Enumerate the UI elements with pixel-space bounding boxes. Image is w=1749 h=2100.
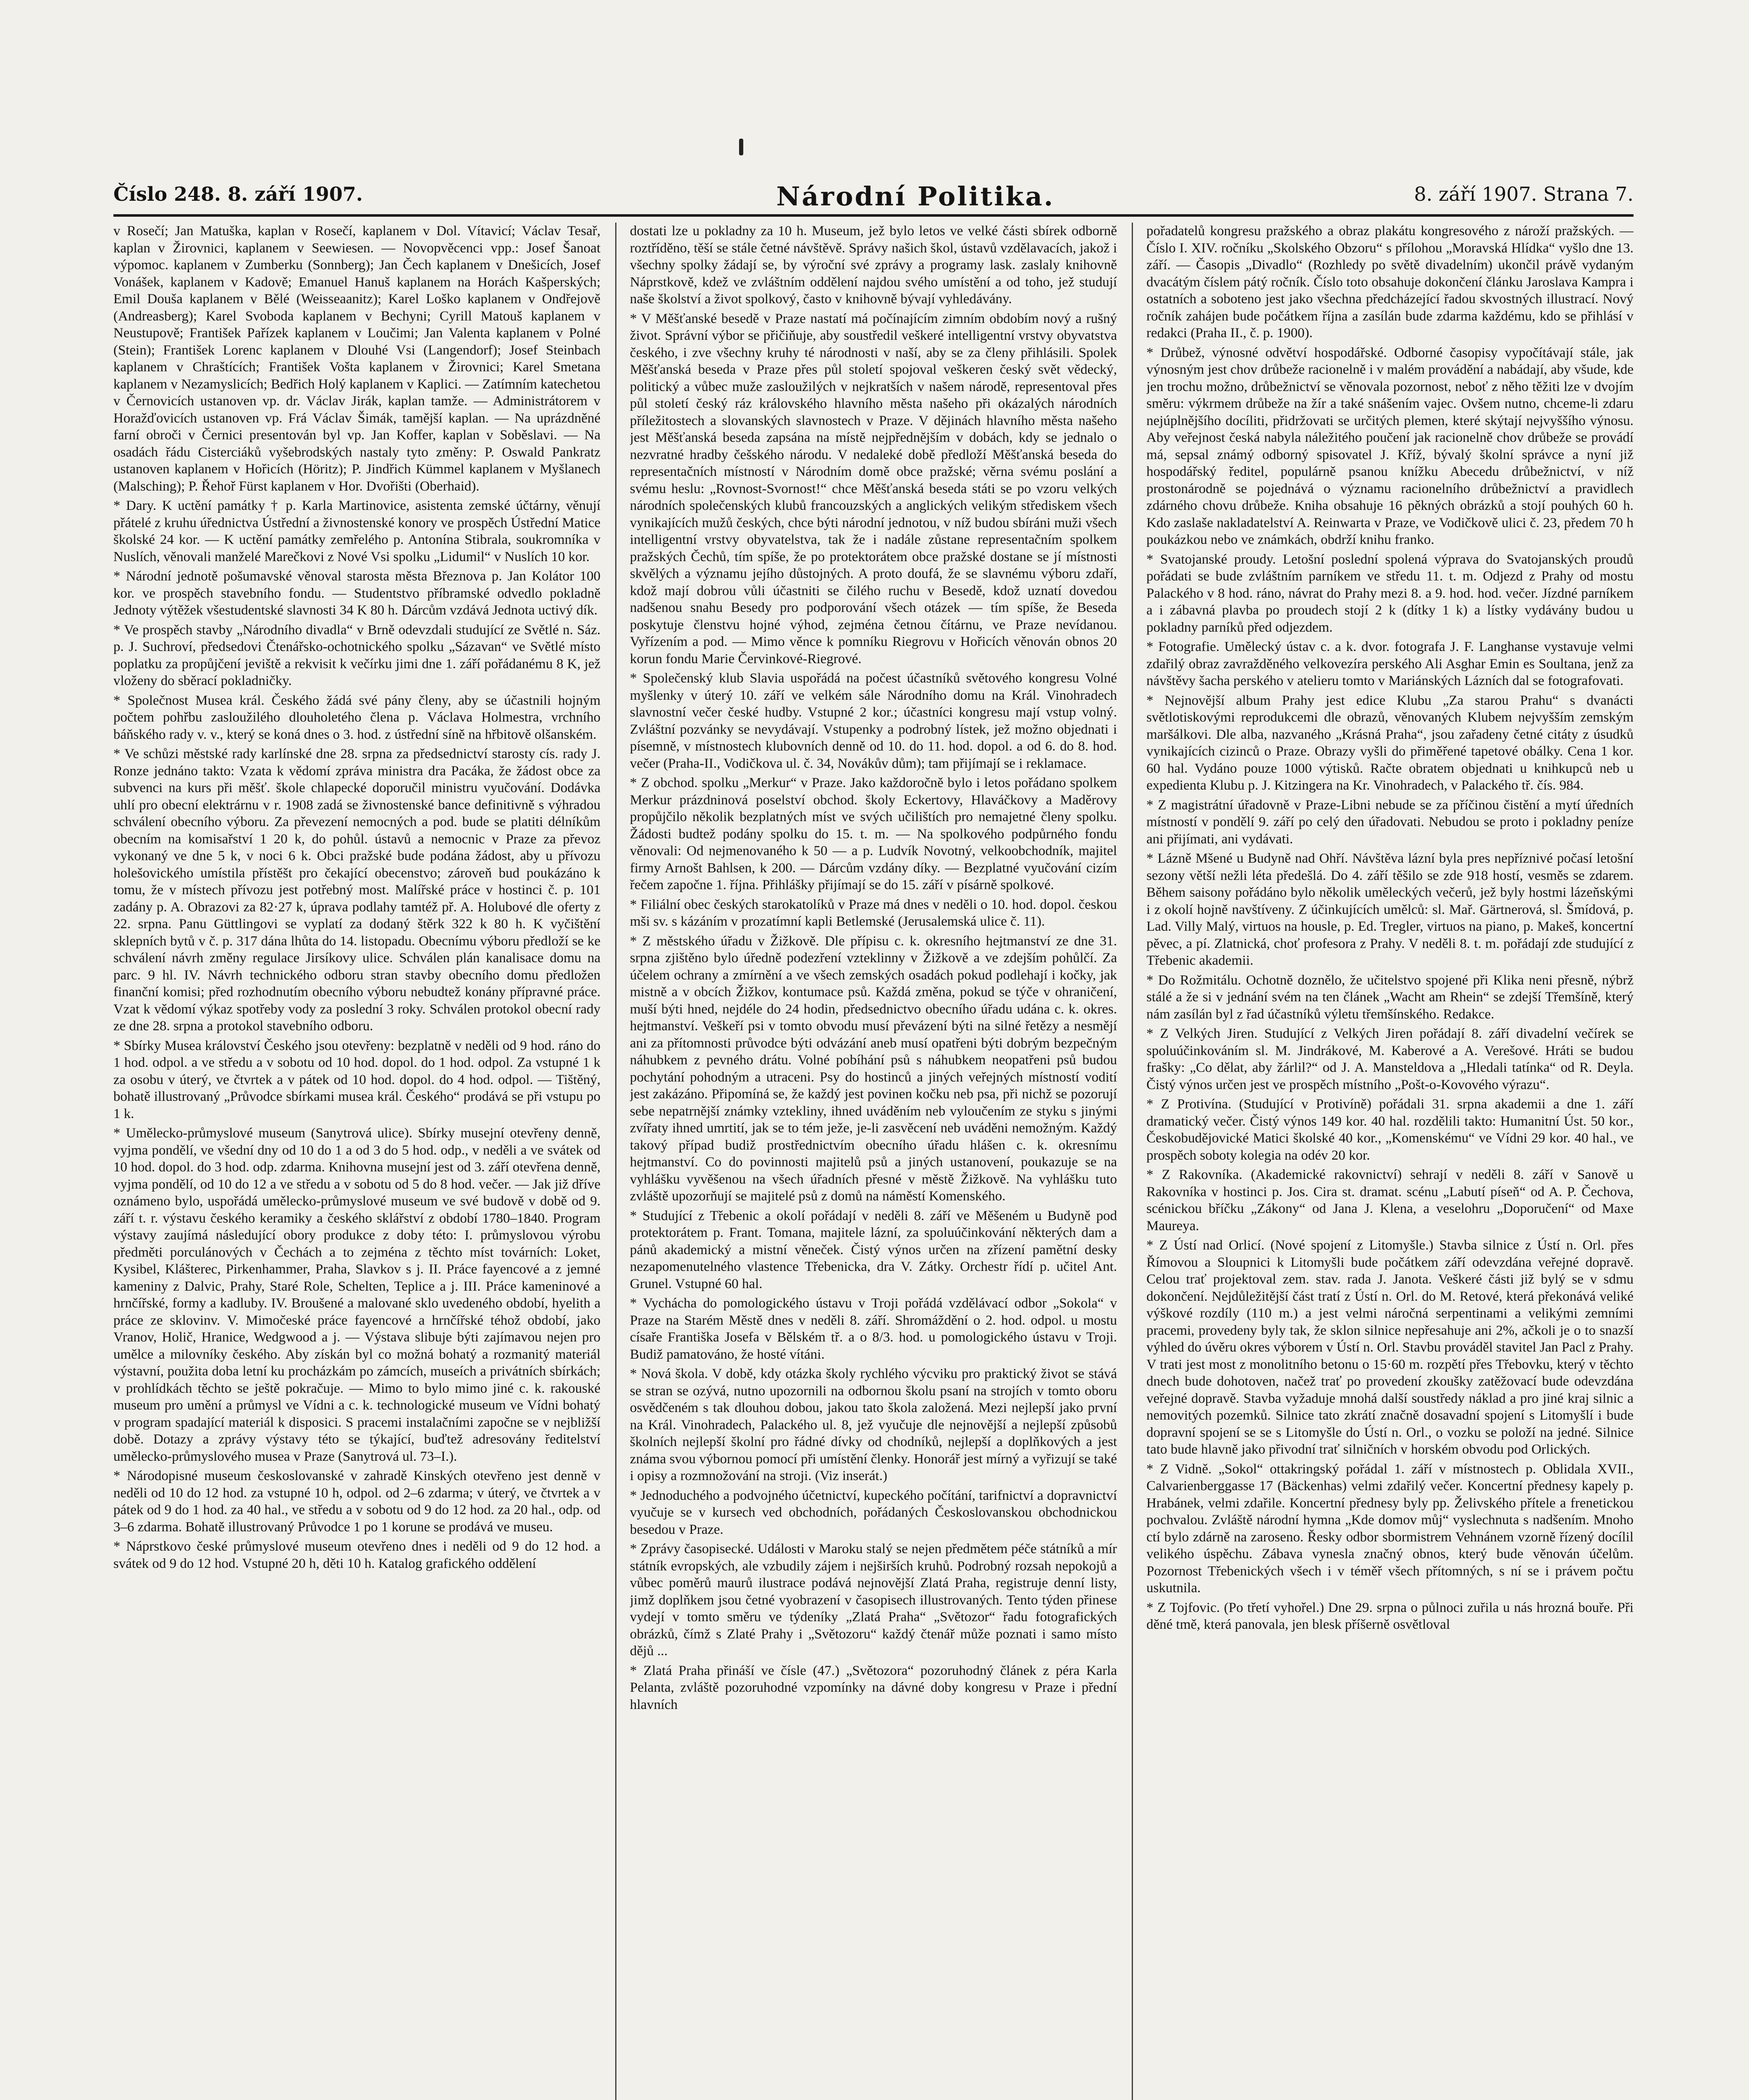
article-paragraph: * Nejnovější album Prahy jest edice Klubu „Za starou Prahu“ s dvanácti světlotiskovými reprodukcemi dle obrazů, věnovaných Klubem nejvyšším zemským maršálkovi. Dle alba, nazvaného „Krásná Praha“, jsou zařadeny četné citáty z úsudků vynikajících cizinců o Praze. Obrazy vyšli do přiměřené tapetové obálky. Cena 1 kor. 60 hal. Vydáno pouze 1000 výtisků. Račte obratem objednati u knihkupců neb u expedienta Klubu p. J. Kitzingera na Kr. Vinohradech, v Palackého tř. čís. 984. bbox=[1146, 693, 1634, 793]
article-paragraph: * Z Velkých Jiren. Studující z Velkých Jiren pořádají 8. září divadelní večírek se spoluúčinkováním sl. M. Jindrákové, M. Kaberové a A. Verešové. Hráti se budou frašky: „Co dělat, aby žárlil?“ od J. A. Mansteldova a „Hledali tatínka“ od R. Deyla. Čistý výnos určen jest ve prospěch místního „Pošt-o-Kovového výrazu“. bbox=[1146, 1026, 1634, 1092]
issue-line: Číslo 248. 8. září 1907. bbox=[113, 183, 363, 205]
article-paragraph: * Společnost Musea král. Českého žádá své pány členy, aby se účastnili hojným počtem pohřbu zasloužilého dlouholetého člena p. Václava Holmestra, vrchního báňského rady v. v., který se koná dnes o 3. hod. z ústřední síně na hřbitově olšanském. bbox=[113, 693, 600, 742]
article-paragraph: * Filiální obec českých starokatolíků v Praze má dnes v neděli o 10. hod. dopol. českou mši sv. s kázáním v prozatímní kapli Betlemské (Jerusalemská ulice č. 11). bbox=[630, 897, 1117, 929]
article-paragraph: * Sbírky Musea království Českého jsou otevřeny: bezplatně v neděli od 9 hod. ráno do 1 hod. odpol. a ve středu a v sobotu od 10 hod. dopol. do 1 hod. odpol. Za vstupné 1 k za osobu v úterý, ve čtvrtek a v pátek od 10 hod. dopol. do 4 hod. odpol. — Tištěný, bohatě illustrovaný „Průvodce sbírkami musea král. Českého“ prodává se při vstupu po 1 k. bbox=[113, 1038, 600, 1121]
article-paragraph: * Národopisné museum českoslovanské v zahradě Kinských otevřeno jest denně v neděli od 10 do 12 hod. za vstupné 10 h, odpol. od 2–6 zdarma; v úterý, ve čtvrtek a v pátek od 9 do 1 hod. za 40 hal., ve středu a v sobotu od 9 do 12 hod. za 20 hal., odp. od 3–6 zdarma. Bohatě illustrovaný Průvodce 1 po 1 korune se prodává ve museu. bbox=[113, 1468, 600, 1535]
column-divider bbox=[615, 223, 616, 2100]
article-paragraph: * Zlatá Praha přináší ve čísle (47.) „Světozora“ pozoruhodný článek z péra Karla Pelanta, zvláště pozoruhodné vzpomínky na dávné doby kongresu v Praze i přední hlavních bbox=[630, 1663, 1117, 1712]
article-paragraph: * Ve prospěch stavby „Národního divadla“ v Brně odevzdali studující ze Světlé n. Sáz. p. J. Suchroví, předsedovi Čtenářsko-ochotnického spolku „Sázavan“ ve Světlé místo poplatku za propůjčení jeviště a rekvisit k večírku jimi dne 1. září pořádanému 8 K, jež vloženy do sběrací pokladničky. bbox=[113, 622, 600, 688]
article-paragraph: * Do Rožmitálu. Ochotně doznělo, že učitelstvo spojené při Klika neni přesně, nýbrž stálé a že si v jednání svém na ten článek „Wacht am Rhein“ se zdejší Třemšíně, který nám zasílán byl z řad účastníků výletu třemšínského. Redakce. bbox=[1146, 972, 1634, 1022]
article-paragraph: * V Měšťanské besedě v Praze nastatí má počínajícím zimním obdobím nový a rušný život. Správní výbor se přičiňuje, aby soustředil veškeré intelligentní vrstvy obyvatstva českého, i zve všechny kruhy té národnosti v naší, aby se za členy přihlásili. Spolek Měšťanská beseda v Praze přes půl století spojoval veškeren český svět vědecký, politický a vůbec muže zasloužilých v nejkratších v našem národě, representoval přes půl století český ráz královského hlavního města našeho při okázalých národních příležitostech a slovanských slavnostech v Praze. V dějinách hlavního města našeho jest Měšťanská beseda zapsána na místě nejpřednějším v dobách, kdy se jednalo o nezvratné hradby češského národu. V nedaleké době předloží Měšťanská beseda do representačních místností v Národním domě obce pražské; věrna svému poslání a svému heslu: „Rovnost-Svornost!“ chce Měšťanská beseda státi se po vzoru velkých národních společenských klubů francouzských a anglických velikým střediskem všech vynikajících mužů českých, chce býti národní jednotou, v níž budou sbíráni muži všech intelligentní vrstvy obyvatelstva, tak že i nadále zůstane representačním spolkem pražských Čechů, tím spíše, že po protektorátem obce pražské dostane se jí místnosti skvělých a významu jejího důstojných. A proto doufá, že se slavnému výboru zdaří, kdož mají dobrou vůli účastniti se čilého ruchu v Besedě, kdož uznatí dovedou nadšenou snahu Besedy pro podporování všech otázek — tím spíše, že Beseda poskytuje členstvu hojné výhod, zejména četnou čítárnu, ve Praze nevídanou. Vyřízením a pod. — Mimo věnce k pomníku Riegrovu v Hořicích věnován obnos 20 korun fondu Marie Červinkové-Riegrové. bbox=[630, 311, 1117, 667]
article-paragraph: * Z Rakovníka. (Akademické rakovnictví) sehrají v neděli 8. září v Sanově u Rakovníka v hostinci p. Jos. Cira st. dramat. scénu „Labutí píseň“ od A. P. Čechova, scénickou bříčku „Zákony“ od Jana J. Klena, a veselohru „Doporučení“ od Maxe Maureya. bbox=[1146, 1167, 1634, 1234]
article-paragraph: * Národní jednotě pošumavské věnoval starosta města Březnova p. Jan Kolátor 100 kor. ve prospěch stavebního fondu. — Studentstvo příbramské odvedlo pokladně Jednoty výtěžek všestudentské slavnosti 34 K 80 h. Dárcům vzdává Jednota uctivý dík. bbox=[113, 569, 600, 618]
article-paragraph: * Jednoduchého a podvojného účetnictví, kupeckého počítání, tarifnictví a dopravnictví vyučuje se v kursech ved obchodních, pořádaných Českoslovanskou obchodnickou besedou v Praze. bbox=[630, 1488, 1117, 1537]
newspaper-title: Národní Politika. bbox=[776, 181, 1055, 212]
article-paragraph: pořadatelů kongresu pražského a obraz plakátu kongresového z nároží pražských. — Číslo I. XIV. ročníku „Skolského Obzoru“ s přílohou „Moravská Hlídka“ vyšlo dne 13. září. — Časopis „Divadlo“ (Rozhledy po světě divadelním) ukončil právě vydaným dvacátým číslem pátý ročník. Číslo toto obsahuje dokončení článku Jaroslava Kampra i ostatních a soboteno jest jako všechna předcházející řadou skvostných illustrací. Nový ročník zahájen bude počátkem října a zasílán bude zdarma každému, kdo se přihlásí v redakci (Praha II., č. p. 1900). bbox=[1146, 223, 1634, 341]
article-paragraph: * Z Vidně. „Sokol“ ottakringský pořádal 1. září v místnostech p. Oblidala XVII., Calvarienberggasse 17 (Bäckenhas) velmi zdařilý večer. Koncertní přednesy kapely p. Hrabánek, velmi zdařile. Koncertní přednesy byly pp. Želivského přítele a frenetickou pochvalou. Zvláště národní hymna „Kde domov můj“ vyslechnuta s nadšením. Mnoho ctí bylo zdárně na zaroseno. Řesky odbor sbormistrem Vehnánem vzorně řízený docílil velikého úspěchu. Zábava vynesla značný obnos, který bude věnován účelům. Pozornost Třebenických všech i v téměř všech přítomných, s ní se i právem počtu uskutnila. bbox=[1146, 1461, 1634, 1596]
column-3 bbox=[1146, 223, 1634, 2100]
date-page-line: 8. září 1907. Strana 7. bbox=[1414, 183, 1634, 205]
article-paragraph: * Z městského úřadu v Žižkově. Dle přípisu c. k. okresního hejtmanství ze dne 31. srpna zjištěno bylo úředně podezření vzteklinny v Žižkově a ve zdejším pohůlčí. Za účelem ochrany a zmírnění a ve všech zemských osadách pokud podlehají i kočky, jak mistně a v obcích Žižkov, kontumace psů. Každá změna, pokud se týče v ohraničení, muší býti hned, nejdéle do 24 hodin, předsednictvo obecního úřadu udána c. k. okres. hejtmanství. Veškeří psi v tomto obvodu musí převázení býti na silné řetězy a nesmějí ani za přítomnosti průvodce býti odvázání aneb musí opatřeni býti dobrým bezpečným náhubkem z pevného drátu. Volné pobíhání psů s náhubkem neopatřeni psů budou pochytání pohodným a utraceni. Psy do hostinců a jiných veřejných místností vodití jest zakázáno. Připomíná se, že každý jest povinen kočku neb psa, při nichž se pozorují sebe nepatrnější známky vztekliny, ihned uváděním neb vyloučením ze styku s jinými zvířaty ihned umrtití, jak se to tém ježe, je-li zasvěcení neb uváděni nemožným. Každý takový případ budiž prostřednictvím obecního úřadu hlášen c. k. okresnímu hejtmanství. Co do povinnosti majitelů psů a jiných ustanovení, poukazuje se na vyhlášku vyvěšenou na všech úřadních přesné v městě Žižkově. Na vyhlášku tuto zvláště upozorňují se majitelé psů z domů na náměstí Komenského. bbox=[630, 933, 1117, 1204]
ink-speck bbox=[739, 139, 743, 155]
masthead bbox=[113, 183, 1634, 213]
article-paragraph: * Z Protivína. (Studující v Protivíně) pořádali 31. srpna akademii a dne 1. září dramatický večer. Čistý výnos 149 kor. 40 hal. rozdělili takto: Humanitní Úst. 50 kor., Českobudějovické Matici školské 40 kor., „Komenskému“ ve Vídni 29 kor. 40 hal., ve prospěch soboty kolegia na odév 20 kor. bbox=[1146, 1097, 1634, 1163]
header-rule bbox=[113, 214, 1634, 217]
article-paragraph: * Z Tojfovic. (Po třetí vyhořel.) Dne 29. srpna o půlnoci zuřila u nás hrozná bouře. Při děné tmě, která panovala, jen blesk příšerně osvětloval bbox=[1146, 1600, 1634, 1632]
article-paragraph: dostati lze u pokladny za 10 h. Museum, jež bylo letos ve velké části sbírek odborně roztříděno, těší se stále četné návštěvě. Správy našich škol, ústavů vzdělavacích, jakož i všechny spolky žádají se, by výroční své zprávy a programy lask. zaslaly knihovně Náprstkově, kdež ve zvláštním oddělení najdou svého umístění a od toho, jež studují naše školství a život spolkový, často v knihovně bývají vyhledávány. bbox=[630, 223, 1117, 307]
article-paragraph: * Ve schůzi městské rady karlínské dne 28. srpna za předsednictví starosty cís. rady J. Ronze jednáno takto: Vzata k vědomí zpráva ministra dra Pacáka, že žádost obce za subvenci na kurs při měšť. škole chlapecké doporučil ministru vyučování. Dodávka uhlí pro obecní elektrárnu v r. 1908 zadá se živnostenské bance definitivně s výhradou schválení obecního výboru. Za převezení nemocných a pod. bude se platiti délníkům obecním na komisařství 1 20 k, do pohůl. ústavů a nemocnic v Praze za převoz vykonaný ve dne 5 k, v noci 6 k. Obci pražské bude podána žádost, aby u přívozu holešovického umístila přístěšt pro čekající obecenstvo; zároveň bud poukázáno k tomu, že v místech přívozu jest potřebný most. Malířské práce v hostinci č. p. 101 zadány p. A. Obrazovi za 82·27 k, úprava podlahy tamtéž př. A. Holubové dle oferty z 22. srpna. Panu Güttlingovi se vyplatí za dodaný štěrk 322 k 80 h. K vyčištění sklepních bytů v č. p. 317 dána lhůta do 14. listopadu. Obecnímu výboru předloží se ke schválení návrh změny regulace Jirsíkovy ulice. Schválen plán kanalisace domu na parc. 9 hl. IV. Návrh technického odboru stran stavby obecního domu předložen finanční komisi; před rozhodnutím obecního výboru nebudtež konány přípravné práce. Vzat k vědomí výkaz spotřeby vody za poslední 3 roky. Schválen protokol obecní rady ze dne 28. srpna a protokol stavebního odboru. bbox=[113, 746, 600, 1034]
article-paragraph: * Studující z Třebenic a okolí pořádají v neděli 8. září ve Měšeném u Budyně pod protektorátem p. Frant. Tomana, majitele lázní, za spoluúčinkování některých dam a pánů akademický a mistní věneček. Čistý výnos určen na zřízení pamětní desky nezapomenutelného vlastence Třebenicka, dra V. Zátky. Orchestr řídí p. učitel Ant. Grunel. Vstupné 60 hal. bbox=[630, 1208, 1117, 1292]
article-paragraph: v Rosečí; Jan Matuška, kaplan v Rosečí, kaplanem v Dol. Vítavicí; Václav Tesař, kaplan v Žirovnici, kaplanem v Seewiesen. — Novopvěcenci vpp.: Josef Šanoat výpomoc. kaplanem v Zumberku (Sonnberg); Jan Čech kaplanem v Dnešicích, Josef Vonášek, kaplanem v Kadově; Emanuel Hanuš kaplanem na Horách Kašperských; Emil Douša kaplanem v Bělé (Weisseaanitz); Karel Loško kaplanem v Ondřejově (Andreasberg); Karel Svoboda kaplanem v Bechyni; Cyrill Matouš kaplanem v Neustupově; František Pařízek kaplanem v Loučimi; Jan Valenta kaplanem v Polné (Stein); František Lorenc kaplanem v Dlouhé Vsi (Langendorf); Josef Steinbach kaplanem v Chraštících; František Vošta kaplanem v Žirovnici; Karel Smetana kaplanem v Nezamyslicích; Bedřich Holý kaplanem v Kaplici. — Zatímním katechetou v Černovicích ustanoven vp. dr. Václav Jirák, kaplan tamže. — Administrátorem v Horažďovicích ustanoven vp. Frá Václav Šimák, tamější kaplan. — Na uprázdněné farní obroči v Černici presentován byl vp. Jan Koffer, kaplan v Soběslavi. — Na osadách řádu Cisterciáků vyšebrodských nastaly tyto změny: P. Oswald Pankratz ustanoven kaplanem v Hořicích (Höritz); P. Jindřich Kümmel kaplanem v Myšlanech (Malsching); P. Řehoř Fürst kaplanem v Hor. Dvořišti (Oberhaid). bbox=[113, 223, 600, 494]
article-paragraph: * Vychácha do pomologického ústavu v Troji pořádá vzdělávací odbor „Sokola“ v Praze na Starém Městě dnes v neděli 8. září. Shromáždění o 2. hod. odpol. u mostu císaře Františka Josefa v Bělském tř. a o 8/3. hod. u pomologického ústavu v Troji. Budiž pamatováno, že hosté vítáni. bbox=[630, 1296, 1117, 1362]
column-divider bbox=[1132, 223, 1133, 2100]
article-paragraph: * Umělecko-průmyslové museum (Sanytrová ulice). Sbírky musejní otevřeny denně, vyjma pondělí, ve všední dny od 10 do 1 a od 3 do 5 hod. odp., v neděli a ve svátek od 10 hod. dopol. do 3 hod. odp. zdarma. Knihovna musejní jest od 3. září otevřena denně, vyjma pondělí, od 10 do 12 a ve středu a v sobotu od 5 do 8 hod. večer. — Jak již dříve oznámeno bylo, uspořádá umělecko-průmyslové museum ve své budově v době od 9. září t. r. výstavu českého keramiky a českého sklářství z období 1780–1840. Program výstavy zaujímá následující obory produkce z doby této: I. průmyslovou výrobu předměti porculánových v Čechách a to zejména z těchto míst továrních: Loket, Kysibel, Klášterec, Pirkenhammer, Praha, Slavkov s j. II. Práce fayencové a z jemné kameniny z Dalvic, Prahy, Staré Role, Schelten, Teplice a j. III. Práce kameninové a hrnčířské, formy a kadluby. IV. Broušené a malované sklo uvedeného období, hyelith a práce ze sklovinv. V. Mimočeské práce fayencové a hrnčířské téhož období, jako Vranov, Holič, Hranice, Wedgwood a j. — Výstava slibuje býti zajímavou nejen pro umělce a milovníky českého. Aby získán byl co možná bohatý a rozmanitý materiál výstavní, použita doba letní ku procházkám po zámcích, museích a privátních sbírkách; v prohlídkách těchto se ještě pokračuje. — Mimo to bylo mimo jiné c. k. rakouské museum pro umění a průmysl ve Vídni a c. k. technologické museum ve Vídni bohatý v program spadající materiál k disposici. S pracemi instalačními započne se v nejbližší době. Dotazy a zprávy výstavy této se týkající, buďtež adresovány ředitelství umělecko-průmyslového musea v Praze (Sanytrová ul. 73–I.). bbox=[113, 1126, 600, 1464]
article-paragraph: * Náprstkovo české průmyslové museum otevřeno dnes i neděli od 9 do 12 hod. a svátek od 9 do 12 hod. Vstupné 20 h, děti 10 h. Katalog grafického oddělení bbox=[113, 1539, 600, 1571]
article-paragraph: * Svatojanské proudy. Letošní poslední spolená výprava do Svatojanských proudů pořádati se bude zvláštním parníkem ve středu 11. t. m. Odjezd z Prahy od mostu Palackého v 8 hod. ráno, návrat do Prahy mezi 8. a 9. hod. hod. večer. Jízdné parníkem a i zábavná plavba po proudech stojí 2 k (dítky 1 k) a lístky vydávány budou u pokladny parníků před odjezdem. bbox=[1146, 551, 1634, 635]
article-paragraph: * Lázně Mšené u Budyně nad Ohří. Návštěva lázní byla pres nepříznivé počasí letošní sezony větší nežli léta předešlá. Do 4. září těšilo se zde 918 hostí, vesměs se zdarem. Během saisony pořádáno bylo několik uměleckých večerů, jež byly hostmi lázeňskými i z okolí hojně navštíveny. Z účinkujících umělců: sl. Mař. Gärtnerová, sl. Šmídová, p. Lad. Villy Malý, virtuos na housle, p. Ed. Tregler, virtuos na piano, p. Makeš, koncertní pěvec, a pí. Zlatnická, choť profesora z Prahy. V neděli 8. t. m. pořádají zde studující z Třebenic akademii. bbox=[1146, 851, 1634, 968]
article-paragraph: * Zprávy časopisecké. Události v Maroku stalý se nejen předmětem péče státníků a mír státník evropských, ale vzbudily zájem i nejširších kruhů. Podrobný rozsah nepokojů a vůbec poměrů maurů ilustrace podává nejnovější Zlatá Praha, registruje denní listy, jimž doplňkem jsou četné vyobrazení v časopisech illustrovaných. Tento týden přinese vydejí v tomto směru ve týdeníky „Zlatá Praha“ „Světozor“ řadu fotografických obrázků, čímž s Zlaté Prahy i „Světozoru“ každý čtenář může poznati i samo místo dějů ... bbox=[630, 1541, 1117, 1659]
article-paragraph: * Z Ústí nad Orlicí. (Nové spojení z Litomyšle.) Stavba silnice z Ústí n. Orl. přes Římovou a Sloupnici k Litomyšli bude počátkem září odevzdána veřejné dopravě. Celou trať projektoval zem. stav. rada J. Janota. Veškeré části již bylý se v sdmu dokončení. Nejdůležitější část tratí z Ústí n. Orl. do M. Retové, která překonává veliké výškové rozdíly (110 m.) a jest velmi náročná serpentinami a velikými zemními pracemi, provedeny byly tak, že sklon silnice nepřesahuje ani 2%, ačkoli je o to snazší výhled do úvěru okres výborem v Ústí n. Orl. Stavbu prováděl stavitel Jan Pacl z Prahy. V trati jest most z monolitního betonu o 15·60 m. rozpětí přes Třebovku, který v těchto dnech bude dohotoven, načež trať po provedení zkoušky zatěžovací bude odevzdána veřejné dopravě. Stavba vyžaduje mnohá další soustředy náklad a pro jiné kraj silnic a nemovitých pozemků. Silnice tato zkrátí značně dosavadní spojení s Litomyšlí i bude dopravní spojení se se s Litomyšle do Ústí n. Orl., o vozku se položí na jedné. Silnice tato bude hlavně jako přivodní trať silničních v horském obvodu pod Orlických. bbox=[1146, 1238, 1634, 1457]
article-paragraph: * Fotografie. Umělecký ústav c. a k. dvor. fotografa J. F. Langhanse vystavuje velmi zdařilý obraz zavražděného velkovezíra perského Ali Asghar Emin es Soultana, jenž za návštěvy šacha perského v atelieru tomto v Mariánských Lázních dal se fotografovati. bbox=[1146, 639, 1634, 688]
article-paragraph: * Nová škola. V době, kdy otázka školy rychlého výcviku pro praktický život se stává se stran se ozývá, nutno upozornili na odbornou školu psaní na strojích v tomto oboru osvědčeném s tak dlouhou dobou, jakou tato škola založená. Mezi nejlepší jako první na Král. Vinohradech, Palackého ul. 8, jež vyučuje dle nejnovější a nejlepší způsobů školních nejlepší školní pro řádné dívky od chodníků, nejlepší a doplňkových a jest známa svou výbornou pomocí při umístění členky. Honorář jest mírný a vyřizují se také i opisy a rozmnožování na stroji. (Viz inserát.) bbox=[630, 1366, 1117, 1483]
article-paragraph: * Z obchod. spolku „Merkur“ v Praze. Jako každoročně bylo i letos pořádano spolkem Merkur prázdninová poselství obchod. školy Eckertovy, Hlaváčkovy a Maděrovy propůjčilo několik bezplatných míst ve svých učilištích pro nemajetné členy spolku. Žádosti budtež podány spolku do 15. t. m. — Na spolkového podpůrného fondu věnovali: Od nejmenovaného k 50 — a p. Ludvík Novotný, velkoobchodník, majitel firmy Arnošt Bahlsen, k 200. — Dárcům vzdány díky. — Bezplatné vyučování cizím řečem započne 1. října. Přihlášky přijímají se do 15. září v písárně spolkové. bbox=[630, 775, 1117, 892]
article-paragraph: * Dary. K uctění památky † p. Karla Martinovice, asistenta zemské účtárny, věnují přátelé z kruhu úřednictva Ústřední a živnostenské konory ve prospěch Ústřední Matice školské 24 kor. — K uctění památky zemřelého p. Antonína Stibrala, soukromníka v Nuslích, věnovali manželé Marečkovi z Nové Vsi spolku „Lidumil“ v Nuslích 10 kor. bbox=[113, 498, 600, 564]
article-paragraph: * Drůbež, výnosné odvětví hospodářské. Odborné časopisy vypočítávají stále, jak výnosným jest chov drůbeže racionelně i v malém provádění a nabádají, aby všude, kde jen trochu možno, drůbežnictví se věnovala pozornost, neboť z něho těžiti lze v dvojím směru: výkrmem drůbeže na žír a také snášením vajec. Ovšem nutno, chceme-li zdaru nejúplnějšího docíliti, přidržovati se určitých plemen, které skýtají nejvyššího výnosu. Aby veřejnost česká nabyla náležitého poučení jak racionelně chov drůbeže se provádí má, sepsal známý odborný spisovatel J. Kříž, bývalý školní správce a nyní již hospodářský ředitel, populárně psanou knížku Abecedu drůbežnictví, v níž prostonárodně se pojednává o významu racionelního drůbežnictví a pravidlech zdárného chovu drůbeže. Kniha obsahuje 16 pěkných obrázků a stojí pouhých 60 h. Kdo zaslaše nakladatelství A. Reinwarta v Praze, ve Vodičkově ulici č. 23, předem 70 h poukázkou nebo ve známkách, obdrží knihu franko. bbox=[1146, 345, 1634, 547]
column-1 bbox=[113, 223, 600, 2100]
column-2 bbox=[630, 223, 1117, 2100]
article-paragraph: * Společenský klub Slavia uspořádá na počest účastníků světového kongresu Volné myšlenky v úterý 10. září ve velkém sále Národního domu na Král. Vinohradech slavnostní večer české hudby. Vstupné 2 kor.; účastníci kongresu mají vstup volný. Zvláštní pozvánky se nevydávají. Vstupenky a podrobný lístek, jež možno objednati i písemně, v místnostech klubovních denně od 10. do 11. hod. dopol. a od 6. do 8. hod. večer (Praha-II., Vodičkova ul. č. 34, Novákův dům); tam přijímají se i reklamace. bbox=[630, 671, 1117, 771]
article-paragraph: * Z magistrátní úřadovně v Praze-Libni nebude se za příčinou čistění a mytí úředních místností v pondělí 9. září po celý den úřadovati. Nebudou se proto i pokladny peníze ani přijímati, ani vydávati. bbox=[1146, 797, 1634, 847]
